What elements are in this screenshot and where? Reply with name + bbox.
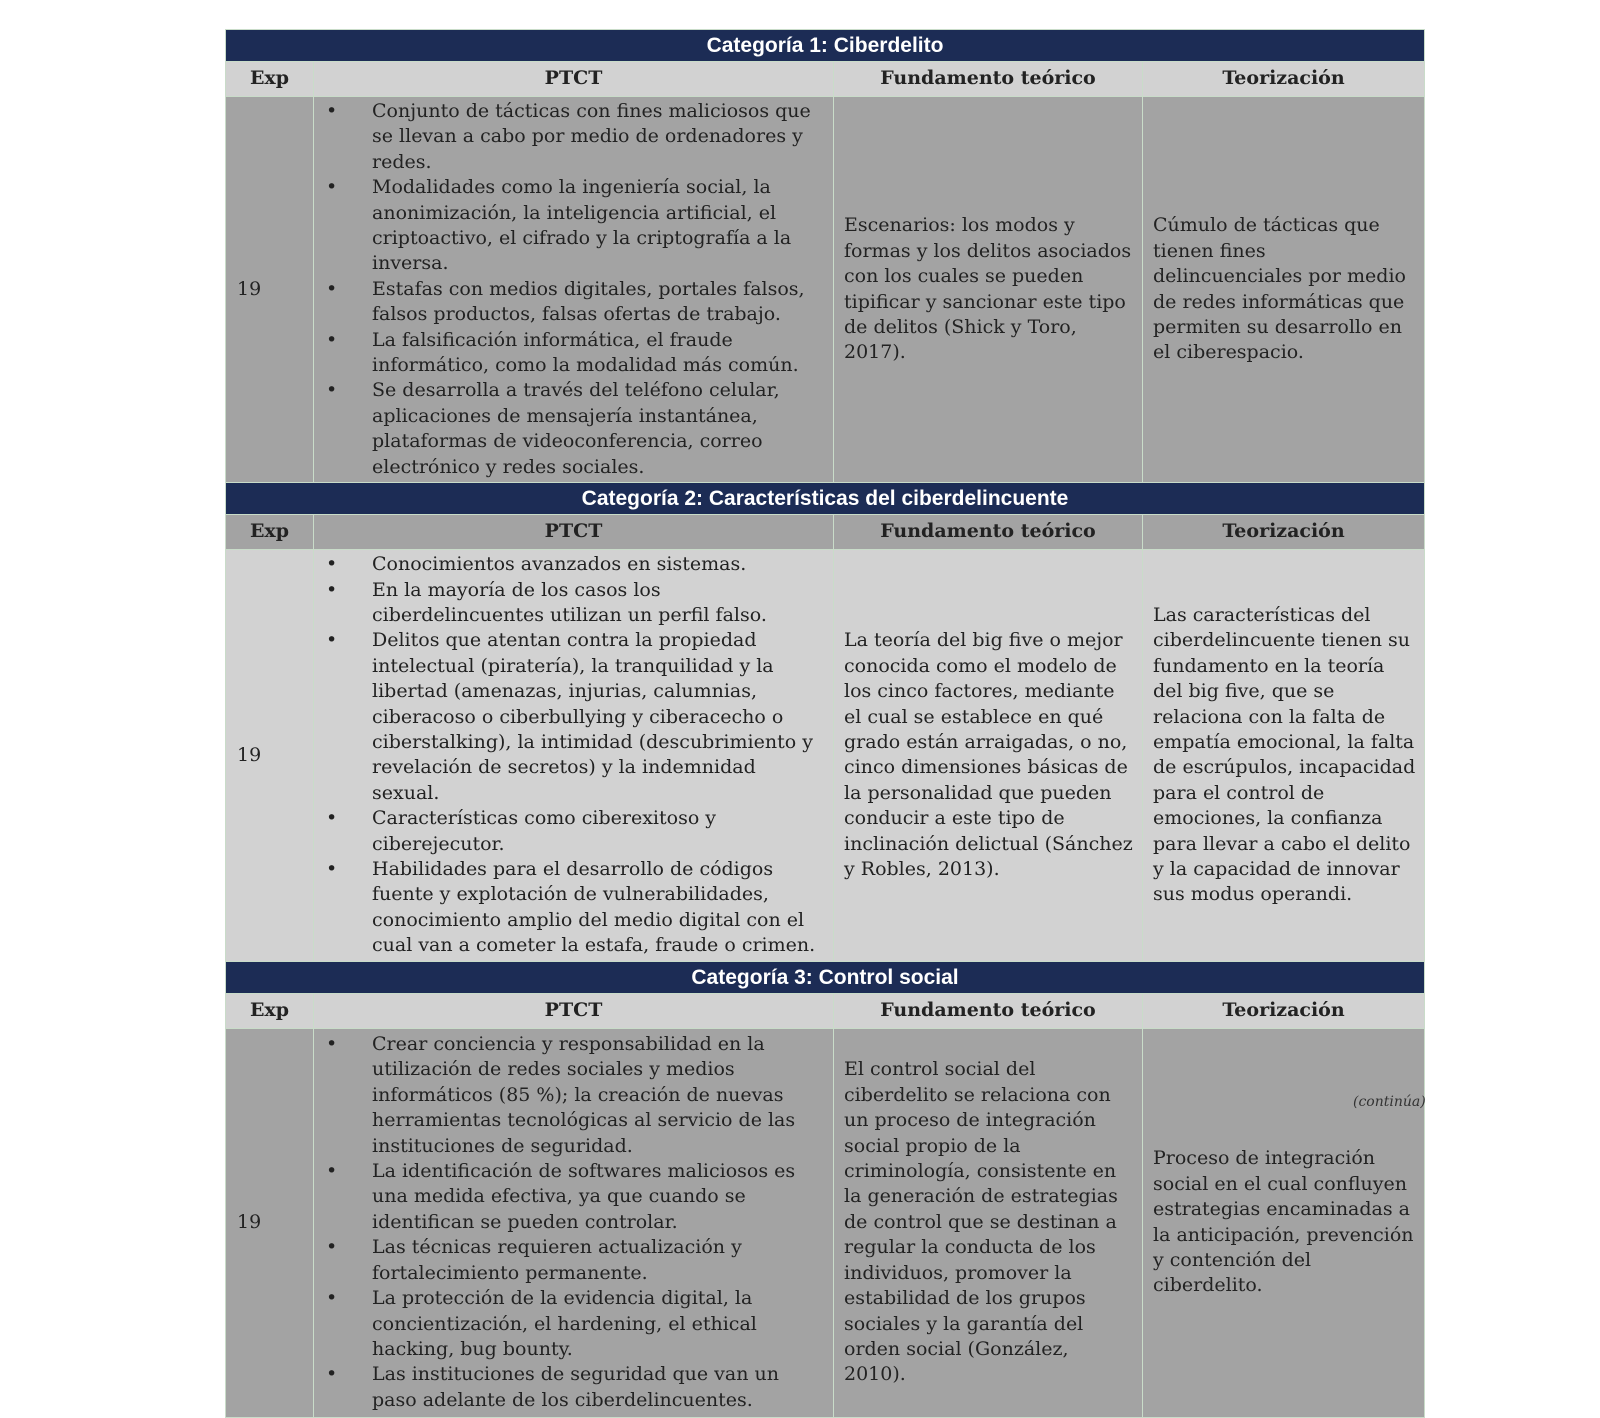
header-exp: Exp	[226, 993, 314, 1028]
list-item: • Características como ciberexitoso y ciberejecutor.	[326, 806, 827, 857]
ptct-cell	[314, 550, 834, 962]
header-teorizacion: Teorización	[1143, 62, 1425, 97]
header-row	[226, 993, 1425, 1028]
exp-cell: 19	[226, 97, 314, 483]
list-item: • Delitos que atentan contra la propiedad intelectual (piratería), la tranquilidad y la libertad (amenazas, injurias, calumnias, ciberacoso o ciberbullying y ciberacecho o ciberstalking), la intimidad (descubrimiento y revelación de secretos) y la indemnidad sexual.	[326, 628, 827, 806]
list-item: • Conocimientos avanzados en sistemas.	[326, 552, 827, 577]
list-item: • Se desarrolla a través del teléfono celular, aplicaciones de mensajería instantánea, plataformas de videoconferencia, correo electrónico y redes sociales.	[326, 378, 827, 480]
table-row	[226, 1028, 1425, 1417]
ptct-cell	[314, 1028, 834, 1417]
category-2-title-row	[226, 483, 1425, 515]
category-title: Categoría 1: Ciberdelito	[226, 30, 1425, 62]
header-ptct: PTCT	[314, 993, 834, 1028]
list-item: • Crear conciencia y responsabilidad en la utilización de redes sociales y medios informáticos (85 %); la creación de nuevas herramientas tecnológicas al servicio de las instituciones de seguridad.	[326, 1032, 827, 1159]
teorizacion-cell: Proceso de integración social en el cual confluyen estrategias encaminadas a la anticipación, prevención y contención del ciberdelito.	[1143, 1028, 1425, 1417]
category-title: Categoría 2: Características del ciberdelincuente	[226, 483, 1425, 515]
table-row	[226, 550, 1425, 962]
list-item: • En la mayoría de los casos los ciberdelincuentes utilizan un perfil falso.	[326, 578, 827, 629]
list-item: • Modalidades como la ingeniería social, la anonimización, la inteligencia artificial, el criptoactivo, el cifrado y la criptografía a la inversa.	[326, 175, 827, 277]
categories-table	[225, 29, 1425, 1418]
header-ptct: PTCT	[314, 62, 834, 97]
header-exp: Exp	[226, 515, 314, 550]
header-ptct: PTCT	[314, 515, 834, 550]
header-teorizacion: Teorización	[1143, 993, 1425, 1028]
header-row	[226, 515, 1425, 550]
exp-cell: 19	[226, 550, 314, 962]
ptct-list	[326, 552, 827, 959]
teorizacion-cell: Cúmulo de tácticas que tienen fines delincuenciales por medio de redes informáticas que permiten su desarrollo en el ciberespacio.	[1143, 97, 1425, 483]
list-item: • Conjunto de tácticas con fines maliciosos que se llevan a cabo por medio de ordenadores y redes.	[326, 99, 827, 175]
teorizacion-cell: Las características del ciberdelincuente tienen su fundamento en la teoría del big five, que se relaciona con la falta de empatía emocional, la falta de escrúpulos, incapacidad para el control de emociones, la confianza para llevar a cabo el delito y la capacidad de innovar sus modus operandi.	[1143, 550, 1425, 962]
ptct-cell	[314, 97, 834, 483]
ptct-list	[326, 99, 827, 480]
category-title: Categoría 3: Control social	[226, 961, 1425, 993]
category-3-title-row	[226, 961, 1425, 993]
list-item: • Estafas con medios digitales, portales falsos, falsos productos, falsas ofertas de trabajo.	[326, 277, 827, 328]
header-teorizacion: Teorización	[1143, 515, 1425, 550]
header-exp: Exp	[226, 62, 314, 97]
header-fundamento: Fundamento teórico	[834, 515, 1143, 550]
fundamento-cell: Escenarios: los modos y formas y los delitos asociados con los cuales se pueden tipificar y sancionar este tipo de delitos (Shick y Toro, 2017).	[834, 97, 1143, 483]
header-row	[226, 62, 1425, 97]
header-fundamento: Fundamento teórico	[834, 62, 1143, 97]
category-1-title-row	[226, 30, 1425, 62]
list-item: • Las instituciones de seguridad que van un paso adelante de los ciberdelincuentes.	[326, 1362, 827, 1413]
header-fundamento: Fundamento teórico	[834, 993, 1143, 1028]
list-item: • Habilidades para el desarrollo de códigos fuente y explotación de vulnerabilidades, conocimiento amplio del medio digital con el cual van a cometer la estafa, fraude o crimen.	[326, 857, 827, 959]
list-item: • La falsificación informática, el fraude informático, como la modalidad más común.	[326, 328, 827, 379]
list-item: • Las técnicas requieren actualización y fortalecimiento permanente.	[326, 1235, 827, 1286]
list-item: • La identificación de softwares maliciosos es una medida efectiva, ya que cuando se identifican se pueden controlar.	[326, 1159, 827, 1235]
exp-cell: 19	[226, 1028, 314, 1417]
table-row	[226, 97, 1425, 483]
fundamento-cell: La teoría del big five o mejor conocida como el modelo de los cinco factores, mediante el cual se establece en qué grado están arraigadas, o no, cinco dimensiones básicas de la personalidad que pueden conducir a este tipo de inclinación delictual (Sánchez y Robles, 2013).	[834, 550, 1143, 962]
fundamento-cell: El control social del ciberdelito se relaciona con un proceso de integración social propio de la criminología, consistente en la generación de estrategias de control que se destinan a regular la conducta de los individuos, promover la estabilidad de los grupos sociales y la garantía del orden social (González, 2010).	[834, 1028, 1143, 1417]
list-item: • La protección de la evidencia digital, la concientización, el hardening, el ethical hacking, bug bounty.	[326, 1286, 827, 1362]
ptct-list	[326, 1032, 827, 1413]
continua-note: (continúa)	[1353, 1094, 1426, 1110]
